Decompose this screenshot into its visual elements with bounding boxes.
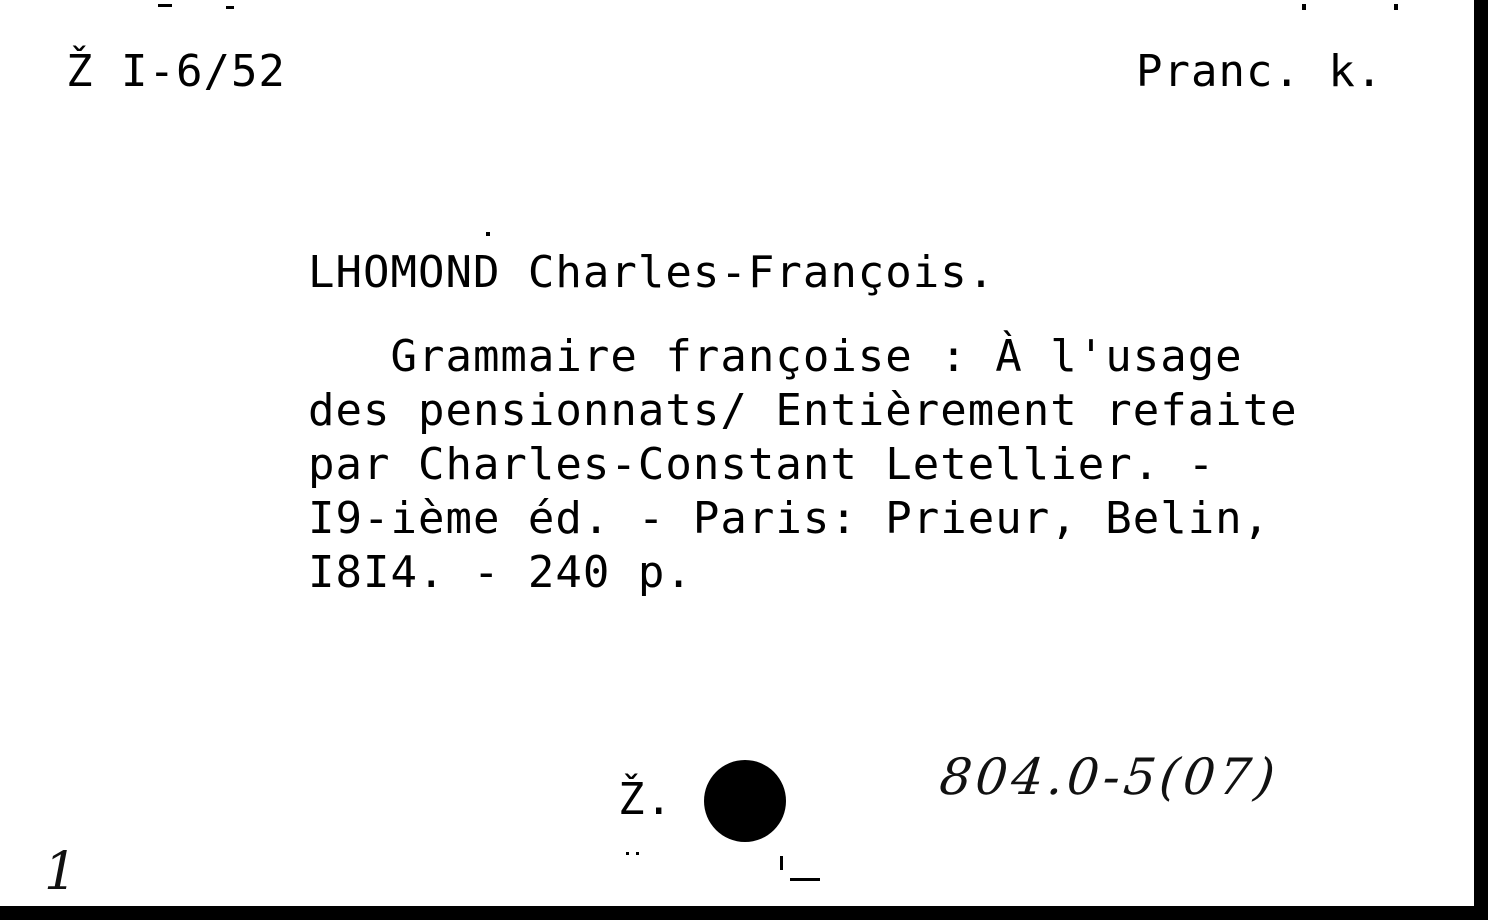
bibliographic-entry	[308, 246, 1298, 600]
scan-speck	[626, 852, 629, 855]
classification-number: 804.0-5(07)	[936, 748, 1282, 806]
entry-line: par Charles-Constant Letellier. -	[308, 439, 1216, 490]
bottom-mark: Ž.	[618, 774, 673, 825]
scan-speck	[1394, 4, 1398, 10]
scan-speck	[780, 856, 783, 870]
author-heading: LHOMOND Charles-François.	[308, 247, 996, 298]
scan-speck	[1302, 4, 1306, 10]
scan-speck	[226, 6, 234, 9]
punch-hole	[704, 760, 786, 842]
call-number: Ž I-6/52	[66, 46, 286, 97]
card-number: 1	[44, 842, 78, 902]
scan-speck	[636, 852, 639, 855]
entry-line: I8I4. - 240 p.	[308, 547, 693, 598]
entry-line: Grammaire françoise : À l'usage	[308, 331, 1243, 382]
scan-speck	[790, 878, 820, 881]
scan-speck	[486, 232, 490, 236]
entry-line: I9-ième éd. - Paris: Prieur, Belin,	[308, 493, 1271, 544]
entry-line: des pensionnats/ Entièrement refaite	[308, 385, 1298, 436]
language-code: Pranc. k.	[1136, 46, 1384, 97]
scan-speck	[158, 4, 172, 7]
